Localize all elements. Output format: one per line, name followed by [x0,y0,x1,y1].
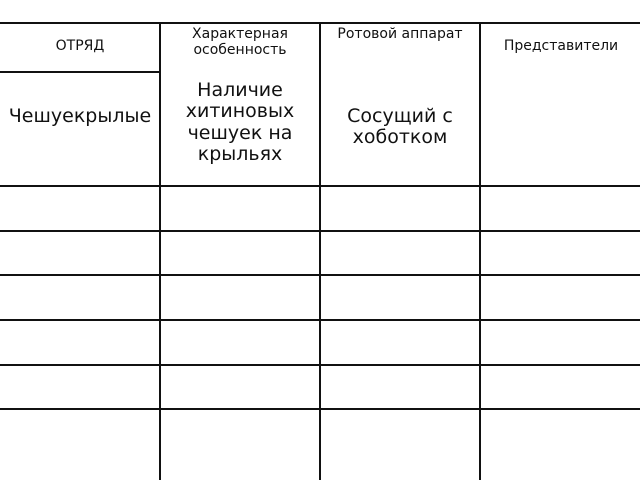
header-mouthparts-label: Ротовой аппарат [337,26,463,42]
col-divider-2 [319,22,321,480]
order-name: Чешуекрылые [8,105,152,127]
col-divider-3 [479,22,481,480]
feature-text: Наличие хитиновых чешуек на крыльях [185,79,295,165]
header-representatives-label: Представители [503,38,619,54]
header-feature-label: Характерная особенность [192,26,288,59]
cell-order-1 [0,106,160,127]
header-representatives [482,38,640,54]
mouthparts-text: Сосущий с хоботком [347,105,453,149]
cell-mouthparts-1 [328,106,472,149]
header-order-label: ОТРЯД [55,38,105,54]
cell-feature-1 [168,80,312,165]
row-divider-1 [0,71,160,73]
col-divider-1 [159,22,161,480]
header-feature [165,26,315,58]
header-order [0,38,160,54]
header-mouthparts [330,26,470,42]
